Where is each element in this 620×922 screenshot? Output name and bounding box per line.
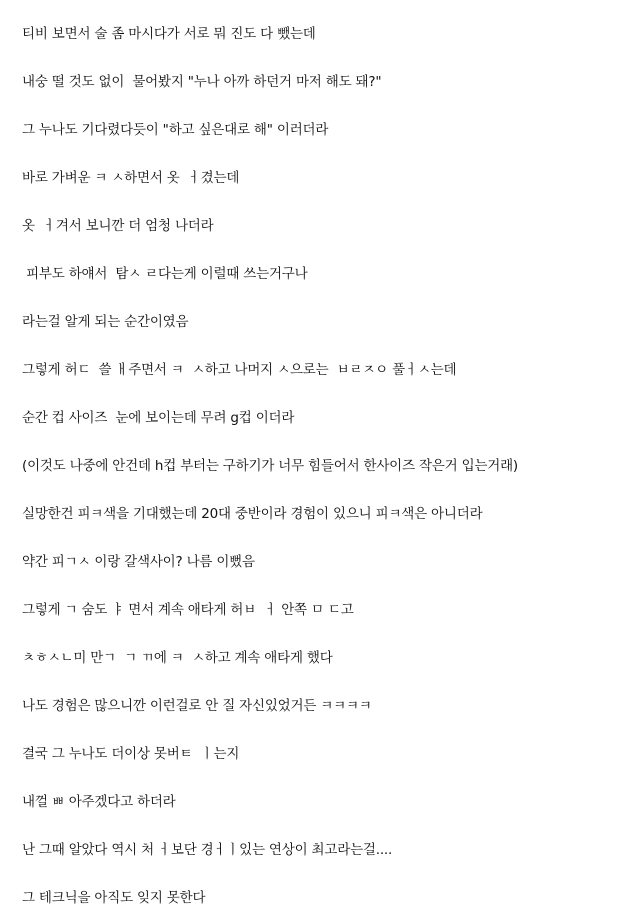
text-line: 라는걸 알게 되는 순간이였음 bbox=[22, 314, 189, 330]
text-line: 실망한건 피ㅋ색을 기대했는데 20대 중반이라 경험이 있으니 피ㅋ색은 아니더라 bbox=[22, 506, 483, 522]
text-line: 내껄 ㅃ 아주겠다고 하더라 bbox=[22, 794, 176, 810]
text-line: 그 테크닉을 아직도 잊지 못한다 bbox=[22, 890, 206, 906]
text-line: 난 그때 알았다 역시 처 ㅓ보단 경ㅓㅣ있는 연상이 최고라는걸.... bbox=[22, 842, 393, 858]
text-line: (이것도 나중에 안건데 h컵 부터는 구하기가 너무 힘들어서 한사이즈 작은거 입는거래) bbox=[22, 458, 518, 474]
text-line: 약간 피ㄱㅅ 이랑 갈색사이? 나름 이뻤음 bbox=[22, 554, 255, 570]
text-line: 결국 그 누나도 더이상 못버ㅌ ㅣ는지 bbox=[22, 746, 240, 762]
text-line: 바로 가벼운 ㅋ ㅅ하면서 옷 ㅓ겼는데 bbox=[22, 170, 240, 186]
text-line: ㅊㅎㅅㄴ미 만ㄱ ㄱ ㄲ에 ㅋ ㅅ하고 계속 애타게 했다 bbox=[22, 650, 333, 666]
text-line: 티비 보면서 술 좀 마시다가 서로 뭐 진도 다 뺐는데 bbox=[22, 26, 316, 42]
text-line: 순간 컵 사이즈 눈에 보이는데 무려 g컵 이더라 bbox=[22, 410, 295, 426]
text-line: 그 누나도 기다렸다듯이 "하고 싶은대로 해" 이러더라 bbox=[22, 122, 329, 138]
text-line: 그렇게 허ㄷ 쓸 ㅐ주면서 ㅋ ㅅ하고 나머지 ㅅ으로는 ㅂㄹㅈㅇ 풀ㅓㅅ는데 bbox=[22, 362, 457, 378]
text-line: 나도 경험은 많으니깐 이런걸로 안 질 자신있었거든 ㅋㅋㅋㅋ bbox=[22, 698, 372, 714]
text-line: 피부도 하얘서 탐ㅅ ㄹ다는게 이럴때 쓰는거구나 bbox=[22, 266, 308, 282]
text-line: 그렇게 ㄱ 숨도 ㅑ 면서 계속 애타게 허ㅂ ㅓ 안쪽 ㅁ ㄷ고 bbox=[22, 602, 354, 618]
text-line: 내숭 떨 것도 없이 물어봤지 "누나 아까 하던거 마저 해도 돼?" bbox=[22, 74, 382, 90]
text-line: 옷 ㅓ겨서 보니깐 더 엄청 나더라 bbox=[22, 218, 214, 234]
